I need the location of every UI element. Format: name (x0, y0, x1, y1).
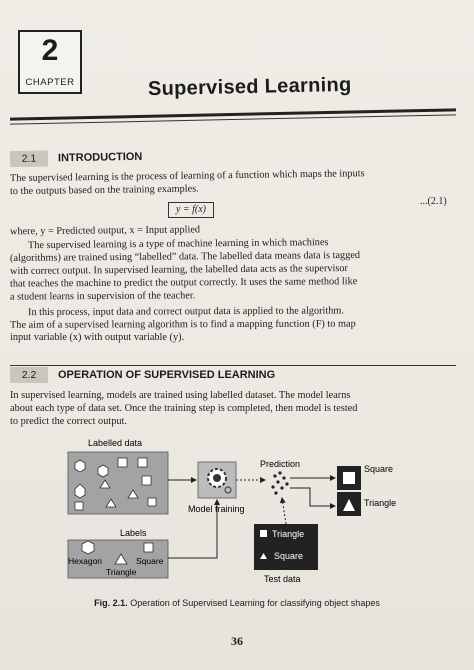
prediction-label: Prediction (260, 459, 301, 469)
section-number: 2.2 (10, 367, 48, 383)
equation-box: y = f(x) (168, 202, 214, 218)
paragraph-line: (algorithms) are trained using “labelled” data. The labelled data means data is tagged (9, 249, 361, 264)
paragraph-line: to predict the correct output. (10, 416, 127, 427)
square-shape (260, 530, 267, 537)
paragraph-line: In supervised learning, models are trained using labelled dataset. The model learns (10, 390, 351, 401)
hexagon-shape (82, 541, 94, 554)
labelled-data-label: Labelled data (88, 438, 143, 448)
chapter-number: 2 (41, 34, 59, 67)
hexagon-text: Hexagon (68, 556, 103, 566)
test-to-prediction-arrow (282, 498, 286, 524)
prediction-dots (271, 471, 288, 494)
square-shape (343, 472, 355, 484)
where-line: where, y = Predicted output, x = Input applied (9, 224, 201, 238)
chapter-title: Supervised Learning (147, 73, 352, 101)
paragraph-line: that teaches the machine to predict the output correctly. It uses the same method like (9, 276, 358, 290)
test-triangle-label: Triangle (272, 529, 305, 539)
paragraph-line: about each type of data set. Once the training step is completed, then model is tested (10, 403, 358, 414)
equation-number: ...(2.1) (420, 196, 447, 207)
paragraph-line: with correct output. In supervised learning, the labelled data acts as the supervisor (9, 263, 349, 277)
model-training-label: Model training (188, 504, 245, 514)
figure-caption-text: Operation of Supervised Learning for classifying object shapes (130, 598, 380, 608)
figure-caption-label: Fig. 2.1. (94, 598, 128, 608)
figure-caption (0, 598, 474, 608)
output-triangle-label: Triangle (364, 498, 397, 508)
triangle-text: Triangle (106, 567, 137, 577)
supervised-learning-diagram (60, 432, 430, 592)
paragraph-line: a student learns in supervision of the teacher. (9, 290, 196, 303)
square-shape (118, 458, 127, 467)
section-title: INTRODUCTION (57, 150, 143, 165)
paragraph-line: The supervised learning is a type of machine learning in which machines (27, 237, 329, 252)
section-heading-operation (10, 367, 275, 383)
square-shape (138, 458, 147, 467)
paragraph-line: In this process, input data and correct output data is applied to the algorithm. (27, 305, 345, 319)
square-shape (144, 543, 153, 552)
chapter-label: CHAPTER (25, 77, 75, 88)
paragraph-line: input variable (x) with output variable (y). (10, 332, 185, 343)
square-text: Square (136, 556, 164, 566)
intro-line: to the outputs based on the training examples. (9, 183, 199, 198)
prediction-triangle-arrow (290, 488, 335, 506)
section-rule (10, 365, 456, 366)
square-shape (142, 476, 151, 485)
intro-line: The supervised learning is the process of learning of a function which maps the inputs (9, 168, 365, 185)
square-shape (148, 498, 156, 506)
page-number: 36 (231, 634, 243, 648)
output-square-label: Square (364, 464, 394, 474)
square-shape (75, 502, 83, 510)
hexagon-shape (98, 465, 108, 477)
section-title: OPERATION OF SUPERVISED LEARNING (58, 369, 276, 381)
test-square-label: Square (274, 551, 304, 561)
test-data-label: Test data (264, 574, 301, 584)
labels-label: Labels (120, 528, 147, 538)
hexagon-shape (75, 460, 85, 472)
chapter-number-box (18, 30, 82, 94)
section-heading-introduction (10, 149, 143, 167)
section-number: 2.1 (10, 150, 48, 167)
paragraph-line: The aim of a supervised learning algorithm is to find a mapping function (F) to map (9, 318, 356, 331)
